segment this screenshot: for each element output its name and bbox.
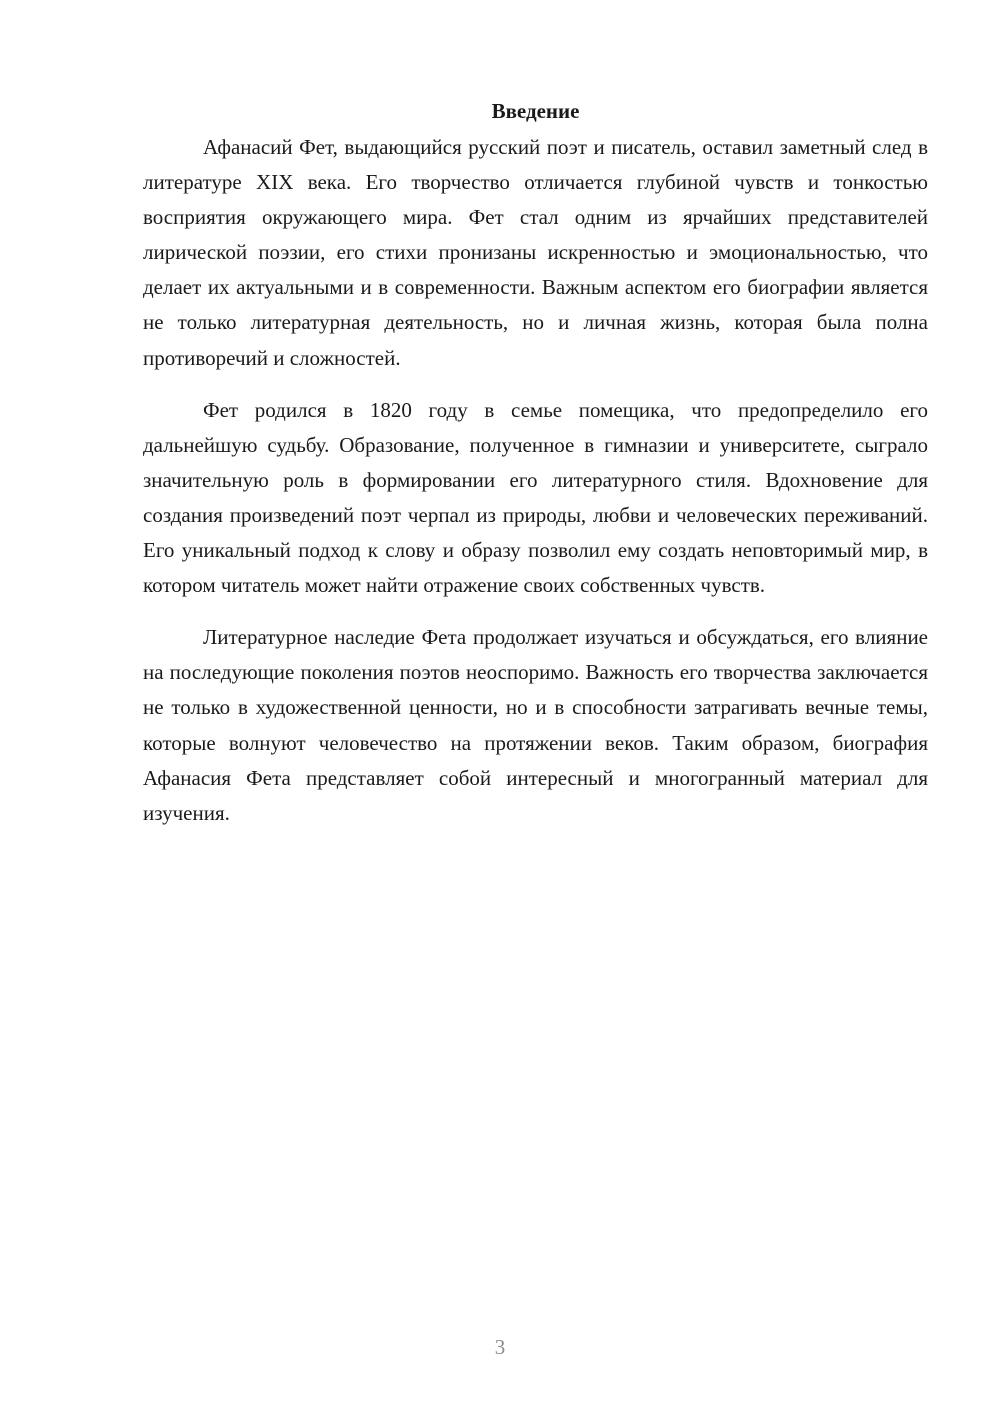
section-heading: Введение xyxy=(491,99,580,123)
paragraph-1: Афанасий Фет, выдающийся русский поэт и писатель, оставил заметный след в литературе XIX века. Его творчество отличается глубиной чувств и тонкостью восприятия окружающего мира. Фет стал одним из ярчайших представителей лирической поэзии, его стихи пронизаны искренностью и эмоциональностью, что делает их актуальными и в современности. Важным аспектом его биографии является не только литературная деятельность, но и личная жизнь, которая была полна противоречий и сложностей. xyxy=(143,135,928,370)
paragraph-2: Фет родился в 1820 году в семье помещика, что предопределило его дальнейшую судьбу. Образование, полученное в гимназии и университете, сыграло значительную роль в формировании его литературного стиля. Вдохновение для создания произведений поэт черпал из природы, любви и человеческих переживаний. Его уникальный подход к слову и образу позволил ему создать неповторимый мир, в котором читатель может найти отражение своих собственных чувств. xyxy=(143,397,928,598)
page-content xyxy=(143,96,928,848)
page-number: 3 xyxy=(494,1335,506,1359)
paragraph-3: Литературное наследие Фета продолжает изучаться и обсуждаться, его влияние на последующие поколения поэтов неоспоримо. Важность его творчества заключается не только в художественной ценности, но и в способности затрагивать вечные темы, которые волнуют человечество на протяжении веков. Таким образом, биография Афанасия Фета представляет собой интересный и многогранный материал для изучения. xyxy=(143,625,928,825)
